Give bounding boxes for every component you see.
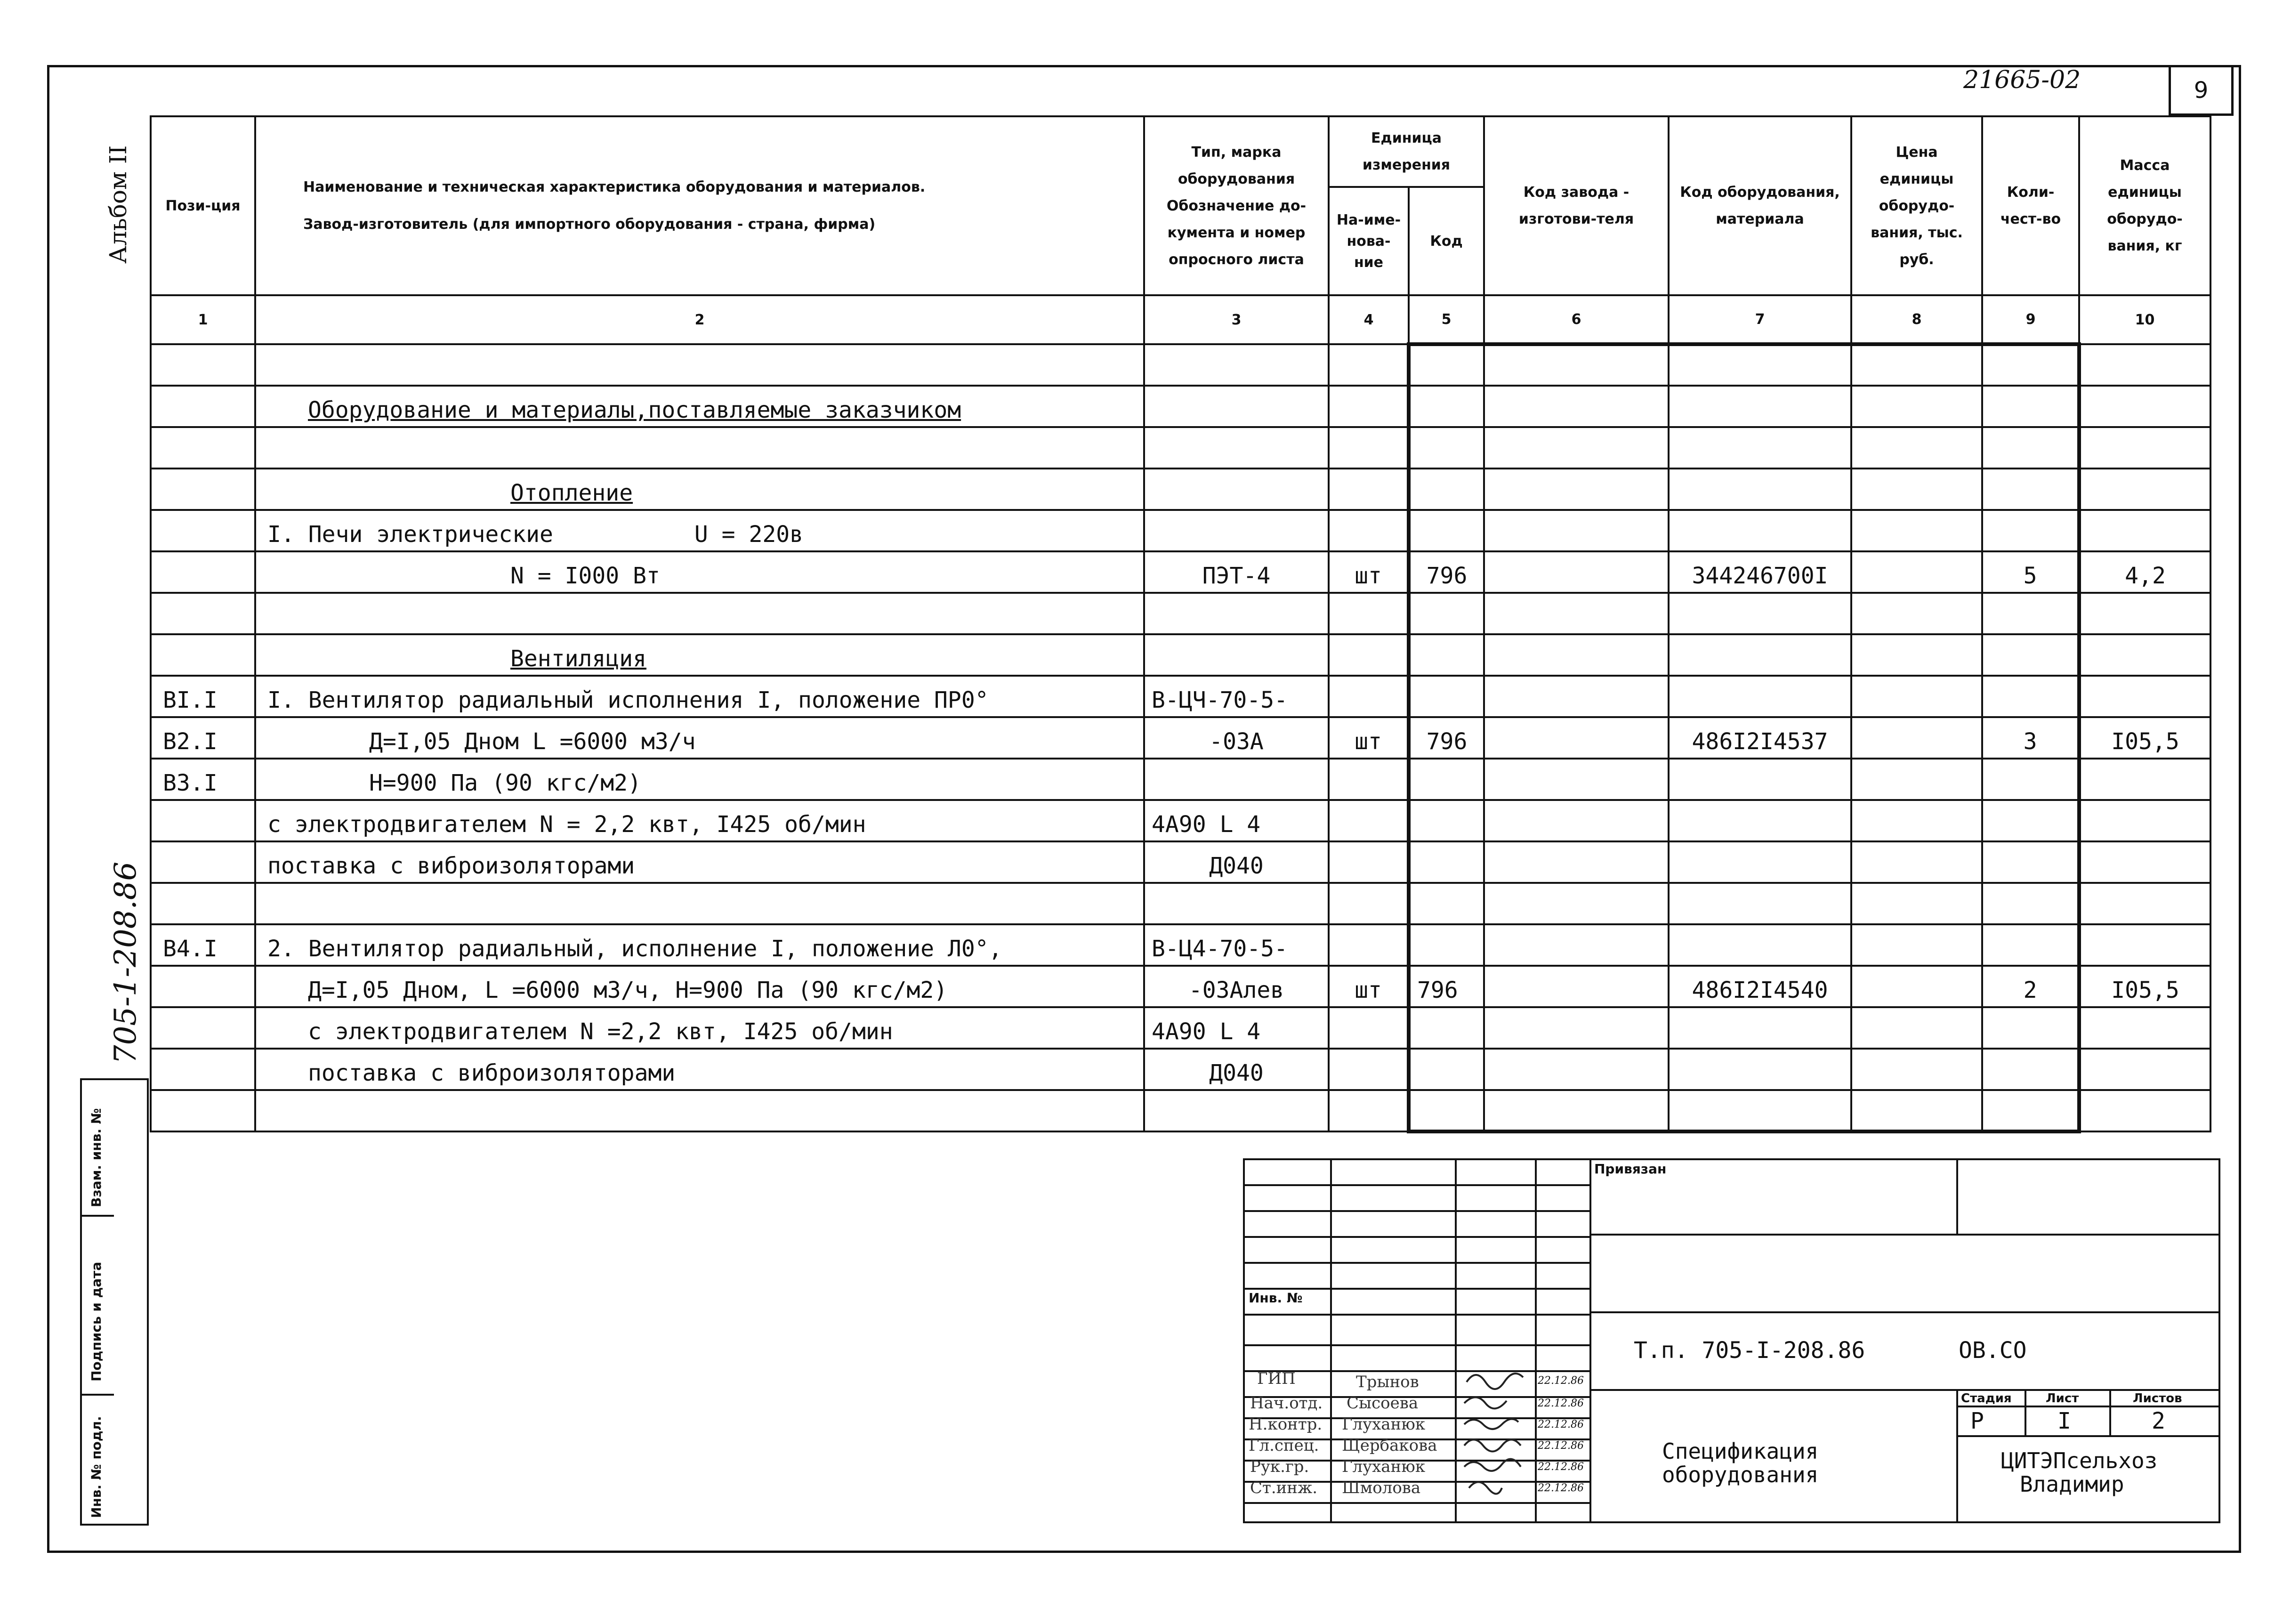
heater-power: N = I000 Вт (255, 551, 1144, 593)
inventory-number-label: Инв. № (1249, 1290, 1303, 1306)
role-label: Нач.отд. (1250, 1394, 1323, 1413)
fan1-equipment-code: 486I2I4537 (1669, 717, 1851, 759)
col-unit-name-header: На-име-нова-ние (1329, 187, 1409, 295)
table-row (151, 386, 2210, 427)
col-name-header (255, 116, 1144, 295)
fan1-spec: Д=I,05 Дном L =6000 м3/ч (255, 717, 1144, 759)
sign-date: 22.12.86 (1538, 1375, 1584, 1387)
col-factory-code-header: Код завода - изготови-теля (1484, 116, 1669, 295)
motor1-spec: с электродвигателем N = 2,2 квт, I425 об/мин (255, 800, 1144, 841)
sheet-number (2169, 65, 2234, 116)
strip-sign-date: Подпись и дата (89, 1261, 104, 1382)
col-number: 5 (1409, 295, 1484, 344)
table-row (151, 717, 2210, 759)
sign-date: 22.12.86 (1538, 1440, 1584, 1452)
role-label: Гл.спец. (1249, 1436, 1319, 1455)
sign-date: 22.12.86 (1538, 1398, 1584, 1409)
position-b41: B4.I (151, 924, 255, 966)
col-number: 2 (255, 295, 1144, 344)
left-stamp-strip (80, 1078, 149, 1526)
sign-date: 22.12.86 (1538, 1419, 1584, 1430)
isolator2-spec: поставка с виброизоляторами (255, 1049, 1144, 1090)
fan1-type-suffix: -03А (1144, 717, 1329, 759)
organization-line1: ЦИТЭПсельхоз (2001, 1448, 2158, 1473)
motor2-type: 4А90 L 4 (1144, 1007, 1329, 1049)
header-row (151, 116, 2210, 187)
sheets-label: Листов (2133, 1391, 2182, 1406)
document-code: Т.п. 705-I-208.86 (1634, 1337, 1865, 1364)
specification-table (150, 115, 2211, 1133)
heater-unit-code: 796 (1409, 551, 1484, 593)
col-position-header: Пози-ция (151, 116, 255, 295)
signer-name: Трынов (1356, 1373, 1419, 1391)
strip-replace-inv: Взам. инв. № (89, 1108, 104, 1207)
col-number: 1 (151, 295, 255, 344)
table-row (151, 469, 2210, 510)
heater-quantity: 5 (1982, 551, 2079, 593)
heater-mass: 4,2 (2079, 551, 2210, 593)
document-suffix: ОВ.СО (1959, 1337, 2027, 1364)
sign-date: 22.12.86 (1538, 1482, 1584, 1494)
table-row (151, 1007, 2210, 1049)
fan2-unit: шт (1329, 966, 1409, 1007)
fan2-unit-code: 796 (1409, 966, 1484, 1007)
col-number: 3 (1144, 295, 1329, 344)
isolator1-spec: поставка с виброизоляторами (255, 841, 1144, 883)
signatures (1457, 1356, 1535, 1523)
table-row (151, 1049, 2210, 1090)
sign-date: 22.12.86 (1538, 1461, 1584, 1473)
table-row (151, 924, 2210, 966)
table-row (151, 800, 2210, 841)
fan2-type-suffix: -03Алев (1144, 966, 1329, 1007)
ventilation-title: Вентиляция (255, 634, 1144, 676)
signer-name: Шмолова (1342, 1479, 1421, 1497)
table-row (151, 883, 2210, 924)
fan2-spec: Д=I,05 Дном, L =6000 м3/ч, Н=900 Па (90 кгс/м2) (255, 966, 1144, 1007)
heater-voltage: U = 220в (694, 521, 804, 548)
table-row (151, 841, 2210, 883)
sheet-number-text: 9 (2194, 77, 2209, 104)
sheet-code: 21665-02 (1963, 66, 2081, 94)
col-name-header-line2: Завод-изготовитель (для импортного оборудования - страна, фирма) (303, 216, 876, 233)
col-quantity-header: Коли-чест-во (1982, 116, 2079, 295)
position-b31: B3.I (151, 759, 255, 800)
motor1-type: 4А90 L 4 (1144, 800, 1329, 841)
table-row (151, 966, 2210, 1007)
stage-value: Р (1970, 1408, 1984, 1434)
col-name-header-line1: Наименование и техническая характеристика оборудования и материалов. (303, 179, 926, 195)
fan1-pressure: Н=900 Па (90 кгс/м2) (255, 759, 1144, 800)
col-number: 4 (1329, 295, 1409, 344)
section-title: Оборудование и материалы,поставляемые заказчиком (255, 386, 1144, 427)
isolator2-type: Д040 (1144, 1049, 1329, 1090)
col-number: 9 (1982, 295, 2079, 344)
col-number: 10 (2079, 295, 2210, 344)
fan1-unit-code: 796 (1409, 717, 1484, 759)
signer-name: Щербакова (1342, 1436, 1437, 1455)
sheet-value: I (2057, 1408, 2071, 1434)
col-unit-code-header: Код (1409, 187, 1484, 295)
heater-name: I. Печи электрические (267, 521, 553, 548)
isolator1-type: Д040 (1144, 841, 1329, 883)
heater-equipment-code: 344246700I (1669, 551, 1851, 593)
heater-unit: шт (1329, 551, 1409, 593)
sheets-value: 2 (2152, 1408, 2165, 1434)
bound-label: Привязан (1594, 1161, 1667, 1177)
fan1-unit: шт (1329, 717, 1409, 759)
fan1-type: В-ЦЧ-70-5- (1144, 676, 1329, 717)
col-number: 8 (1851, 295, 1982, 344)
table-row (151, 759, 2210, 800)
table-row (151, 676, 2210, 717)
fan1-quantity: 3 (1982, 717, 2079, 759)
table-row (151, 427, 2210, 469)
album-label: Альбом II (105, 145, 132, 264)
col-mass-header: Масса единицы оборудо-вания, кг (2079, 116, 2210, 295)
column-number-row (151, 295, 2210, 344)
col-equipment-code-header: Код оборудования, материала (1669, 116, 1851, 295)
fan2-name: 2. Вентилятор радиальный, исполнение I, положение Л0°, (255, 924, 1144, 966)
col-number: 6 (1484, 295, 1669, 344)
table-row (151, 1090, 2210, 1131)
stage-label: Стадия (1961, 1391, 2012, 1406)
fan2-mass: I05,5 (2079, 966, 2210, 1007)
sheet-label: Лист (2046, 1391, 2079, 1406)
document-title-line2: оборудования (1662, 1462, 1819, 1487)
heater-type: ПЭТ-4 (1144, 551, 1329, 593)
signer-name: Глуханюк (1342, 1457, 1426, 1476)
heating-title: Отопление (255, 469, 1144, 510)
position-b11: BI.I (151, 676, 255, 717)
document-title-line1: Спецификация (1662, 1438, 1819, 1464)
organization-line2: Владимир (2020, 1471, 2124, 1497)
table-row (151, 634, 2210, 676)
role-label: ГИП (1257, 1369, 1296, 1388)
fan1-mass: I05,5 (2079, 717, 2210, 759)
col-number: 7 (1669, 295, 1851, 344)
fan1-name: I. Вентилятор радиальный исполнения I, положение ПР0° (255, 676, 1144, 717)
role-label: Ст.инж. (1250, 1479, 1318, 1497)
fan2-quantity: 2 (1982, 966, 2079, 1007)
signer-name: Сысоева (1347, 1394, 1419, 1413)
fan2-equipment-code: 486I2I4540 (1669, 966, 1851, 1007)
signer-name: Глуханюк (1342, 1415, 1426, 1434)
col-unit-header: Единица измерения (1329, 116, 1484, 187)
col-type-header: Тип, марка оборудования Обозначение до-кумента и номер опросного листа (1144, 116, 1329, 295)
table-row (151, 593, 2210, 634)
position-b21: B2.I (151, 717, 255, 759)
col-price-header: Цена единицы оборудо-вания, тыс. руб. (1851, 116, 1982, 295)
table-row (151, 510, 2210, 551)
role-label: Рук.гр. (1250, 1457, 1309, 1476)
strip-inv-original: Инв. № подл. (89, 1416, 104, 1518)
table-row (151, 344, 2210, 386)
fan2-type: В-Ц4-70-5- (1144, 924, 1329, 966)
heater-name-cell (255, 510, 1144, 551)
table-row (151, 551, 2210, 593)
role-label: Н.контр. (1249, 1415, 1323, 1434)
side-document-number: 705-1-208.86 (108, 861, 143, 1064)
motor2-spec: с электродвигателем N =2,2 квт, I425 об/мин (255, 1007, 1144, 1049)
